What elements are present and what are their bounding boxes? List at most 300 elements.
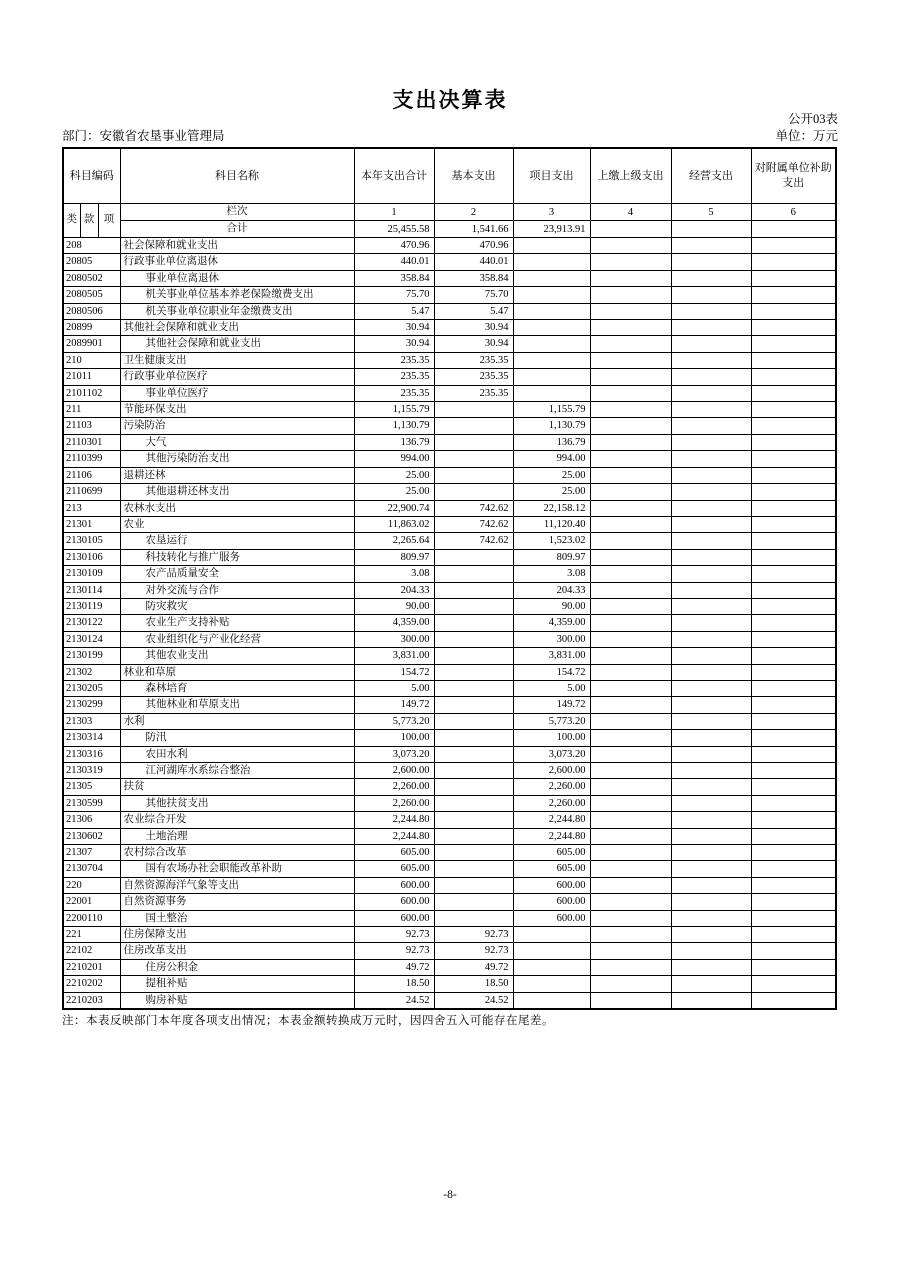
amount-cell [671,927,751,943]
amount-cell [671,566,751,582]
amount-cell: 3,831.00 [354,648,434,664]
subject-name-cell: 农林水支出 [120,500,354,516]
subject-code-cell: 2110301 [63,434,120,450]
amount-cell [751,270,836,286]
header-row-index [63,204,836,221]
amount-cell: 994.00 [354,451,434,467]
amount-cell [590,943,671,959]
amount-cell [751,500,836,516]
amount-cell [434,845,513,861]
subject-name-cell: 国有农场办社会职能改革补助 [120,861,354,877]
amount-cell [513,976,590,992]
subject-code-cell: 21106 [63,467,120,483]
subject-name-cell: 住房改革支出 [120,943,354,959]
amount-cell: 49.72 [354,959,434,975]
amount-cell [751,730,836,746]
amount-cell [434,713,513,729]
amount-cell [590,598,671,614]
amount-cell [513,238,590,254]
amount-cell: 235.35 [354,352,434,368]
subject-name-cell: 农产品质量安全 [120,566,354,582]
amount-cell: 358.84 [354,270,434,286]
amount-cell [590,959,671,975]
subject-code-cell: 2130106 [63,549,120,565]
amount-cell: 5.00 [354,680,434,696]
table-row [63,746,836,762]
table-row [63,566,836,582]
amount-cell: 605.00 [513,845,590,861]
subject-code-cell: 2130205 [63,680,120,696]
amount-cell: 1,130.79 [513,418,590,434]
amount-cell [751,795,836,811]
amount-cell [590,352,671,368]
amount-cell [434,812,513,828]
amount-cell: 2,260.00 [354,795,434,811]
amount-cell: 24.52 [354,992,434,1009]
subject-name-cell: 林业和草原 [120,664,354,680]
amount-cell [671,287,751,303]
table-row [63,418,836,434]
amount-cell [671,992,751,1009]
column-index: 2 [434,204,513,221]
header-row-total [63,221,836,238]
table-note: 注：本表反映部门本年度各项支出情况；本表金额转换成万元时，因四舍五入可能存在尾差。 [62,1015,554,1027]
amount-cell [434,418,513,434]
table-row [63,385,836,401]
amount-cell [513,303,590,319]
subject-name-cell: 自然资源海洋气象等支出 [120,877,354,893]
amount-cell [751,434,836,450]
amount-cell: 2,244.80 [354,828,434,844]
table-row [63,795,836,811]
amount-cell: 25.00 [354,484,434,500]
amount-cell [671,369,751,385]
table-row [63,402,836,418]
subject-name-cell: 农业组织化与产业化经营 [120,631,354,647]
amount-cell [751,697,836,713]
amount-cell [751,631,836,647]
amount-cell [671,812,751,828]
amount-cell [590,336,671,352]
amount-cell [751,959,836,975]
amount-cell [751,467,836,483]
amount-cell: 235.35 [434,369,513,385]
amount-cell [671,238,751,254]
amount-cell: 1,155.79 [513,402,590,418]
amount-cell [590,713,671,729]
amount-cell [751,648,836,664]
subject-code-cell: 2130199 [63,648,120,664]
table-row [63,779,836,795]
amount-cell [671,500,751,516]
amount-cell: 154.72 [513,664,590,680]
amount-cell [671,959,751,975]
amount-cell [751,943,836,959]
amount-cell [751,533,836,549]
subject-code-cell: 2110399 [63,451,120,467]
col-header-basic: 基本支出 [434,148,513,204]
amount-cell: 3.08 [354,566,434,582]
amount-cell: 600.00 [354,894,434,910]
amount-cell [751,582,836,598]
amount-cell [671,697,751,713]
column-index: 3 [513,204,590,221]
amount-cell: 300.00 [354,631,434,647]
subject-name-cell: 防灾救灾 [120,598,354,614]
amount-cell: 235.35 [434,385,513,401]
amount-cell [434,730,513,746]
expenditure-table [62,147,837,1010]
amount-cell: 204.33 [354,582,434,598]
amount-cell [671,484,751,500]
table-code-label: 公开03表 [787,112,838,126]
table-row [63,336,836,352]
amount-cell [751,812,836,828]
table-row [63,516,836,532]
amount-cell [590,746,671,762]
table-row [63,254,836,270]
subject-name-cell: 机关事业单位基本养老保险缴费支出 [120,287,354,303]
amount-cell [590,434,671,450]
amount-cell: 600.00 [513,894,590,910]
amount-cell [671,631,751,647]
subject-code-cell: 2200110 [63,910,120,926]
subject-code-cell: 2210203 [63,992,120,1009]
amount-cell: 100.00 [354,730,434,746]
amount-cell [671,434,751,450]
subject-code-cell: 22001 [63,894,120,910]
amount-cell [434,648,513,664]
subject-code-cell: 21303 [63,713,120,729]
amount-cell [751,254,836,270]
amount-cell [751,779,836,795]
amount-cell: 742.62 [434,516,513,532]
column-index: 5 [671,204,751,221]
subject-code-cell: 2130124 [63,631,120,647]
amount-cell [434,779,513,795]
column-index: 6 [751,204,836,221]
amount-cell [513,943,590,959]
department-label: 部门：安徽省农垦事业管理局 [62,129,225,143]
amount-cell [671,828,751,844]
amount-cell [590,648,671,664]
subject-code-cell: 21305 [63,779,120,795]
amount-cell: 2,244.80 [513,828,590,844]
amount-cell [671,516,751,532]
table-row [63,943,836,959]
amount-cell [513,254,590,270]
subject-name-cell: 防汛 [120,730,354,746]
amount-cell [671,402,751,418]
amount-cell: 92.73 [434,927,513,943]
table-row [63,992,836,1009]
subject-code-cell: 2080505 [63,287,120,303]
amount-cell [434,746,513,762]
amount-cell: 2,260.00 [513,795,590,811]
sub-col-section: 款 [80,204,98,238]
amount-cell [751,516,836,532]
amount-cell [590,631,671,647]
amount-cell [590,582,671,598]
amount-cell [590,320,671,336]
table-row [63,861,836,877]
table-row [63,615,836,631]
subject-code-cell: 208 [63,238,120,254]
table-row [63,976,836,992]
amount-cell [671,648,751,664]
subject-name-cell: 机关事业单位职业年金缴费支出 [120,303,354,319]
amount-cell: 1,155.79 [354,402,434,418]
amount-cell [434,631,513,647]
amount-cell [671,910,751,926]
amount-cell [590,402,671,418]
subject-code-cell: 2089901 [63,336,120,352]
amount-cell [590,303,671,319]
table-header [63,148,836,238]
amount-cell: 22,900.74 [354,500,434,516]
amount-cell [671,845,751,861]
subject-name-cell: 卫生健康支出 [120,352,354,368]
subject-name-cell: 自然资源事务 [120,894,354,910]
subject-name-cell: 社会保障和就业支出 [120,238,354,254]
amount-cell [590,861,671,877]
amount-cell [751,894,836,910]
subject-code-cell: 2080502 [63,270,120,286]
amount-cell [590,828,671,844]
amount-cell [751,418,836,434]
subject-code-cell: 20899 [63,320,120,336]
amount-cell [671,664,751,680]
amount-cell [671,270,751,286]
amount-cell: 440.01 [354,254,434,270]
amount-cell [751,385,836,401]
col-header-upward: 上缴上级支出 [590,148,671,204]
subject-name-cell: 购房补贴 [120,992,354,1009]
table-row [63,959,836,975]
amount-cell [671,861,751,877]
amount-cell [590,730,671,746]
amount-cell: 136.79 [513,434,590,450]
table-row [63,648,836,664]
table-row [63,434,836,450]
table-row [63,713,836,729]
amount-cell [751,861,836,877]
subject-code-cell: 2210202 [63,976,120,992]
amount-cell [751,352,836,368]
amount-cell [751,680,836,696]
amount-cell: 100.00 [513,730,590,746]
subject-code-cell: 2130105 [63,533,120,549]
table-row [63,877,836,893]
table-row [63,680,836,696]
subject-name-cell: 事业单位离退休 [120,270,354,286]
amount-cell: 25.00 [354,467,434,483]
amount-cell [434,451,513,467]
table-row [63,598,836,614]
amount-cell: 600.00 [513,910,590,926]
amount-cell [751,549,836,565]
table-row [63,451,836,467]
amount-cell [590,270,671,286]
amount-cell [434,434,513,450]
amount-cell: 18.50 [434,976,513,992]
amount-cell [751,320,836,336]
amount-cell: 235.35 [354,385,434,401]
table-row [63,582,836,598]
amount-cell: 92.73 [354,943,434,959]
amount-cell [751,336,836,352]
amount-cell: 49.72 [434,959,513,975]
subject-code-cell: 21301 [63,516,120,532]
amount-cell [751,287,836,303]
subject-name-cell: 土地治理 [120,828,354,844]
subject-code-cell: 22102 [63,943,120,959]
amount-cell: 5.47 [434,303,513,319]
amount-cell [751,451,836,467]
amount-cell: 5.47 [354,303,434,319]
amount-cell: 235.35 [434,352,513,368]
amount-cell: 30.94 [434,336,513,352]
subject-name-cell: 住房保障支出 [120,927,354,943]
amount-cell: 25.00 [513,467,590,483]
table-body [63,238,836,1010]
amount-cell [671,779,751,795]
meta-row [62,126,838,144]
amount-cell [671,615,751,631]
header-row-main [63,148,836,204]
amount-cell [671,418,751,434]
amount-cell: 600.00 [354,910,434,926]
amount-cell [751,484,836,500]
amount-cell: 154.72 [354,664,434,680]
amount-cell [513,959,590,975]
amount-cell [671,467,751,483]
subject-code-cell: 2110699 [63,484,120,500]
col-header-project: 项目支出 [513,148,590,204]
table-row [63,369,836,385]
amount-cell [751,303,836,319]
subject-name-cell: 行政事业单位医疗 [120,369,354,385]
amount-cell: 2,600.00 [513,763,590,779]
amount-cell [434,680,513,696]
amount-cell [590,763,671,779]
subject-name-cell: 对外交流与合作 [120,582,354,598]
subject-code-cell: 2080506 [63,303,120,319]
amount-cell: 2,265.64 [354,533,434,549]
subject-code-cell: 2130299 [63,697,120,713]
amount-cell [671,877,751,893]
table-row [63,500,836,516]
amount-cell [434,582,513,598]
amount-cell: 75.70 [354,287,434,303]
amount-cell [434,763,513,779]
total-amount-cell: 1,541.66 [434,221,513,238]
amount-cell [590,451,671,467]
amount-cell [513,385,590,401]
subject-name-cell: 农垦运行 [120,533,354,549]
subject-code-cell: 221 [63,927,120,943]
amount-cell [671,730,751,746]
amount-cell [751,713,836,729]
amount-cell [590,516,671,532]
amount-cell [513,369,590,385]
amount-cell [671,451,751,467]
subject-code-cell: 20805 [63,254,120,270]
amount-cell [590,697,671,713]
total-amount-cell [671,221,751,238]
amount-cell [590,533,671,549]
table-row [63,894,836,910]
subject-code-cell: 2130114 [63,582,120,598]
amount-cell: 149.72 [354,697,434,713]
amount-cell [590,467,671,483]
amount-cell [671,943,751,959]
col-header-operating: 经营支出 [671,148,751,204]
amount-cell: 1,523.02 [513,533,590,549]
subject-name-header: 科目名称 [120,148,354,204]
subject-name-cell: 其他扶贫支出 [120,795,354,811]
table-row [63,812,836,828]
amount-cell [590,484,671,500]
subject-code-cell: 21306 [63,812,120,828]
amount-cell [590,500,671,516]
amount-cell: 92.73 [354,927,434,943]
unit-label: 单位：万元 [775,129,838,143]
amount-cell [671,549,751,565]
amount-cell [590,566,671,582]
table-row [63,270,836,286]
page-number: -8- [443,1189,457,1201]
amount-cell [671,680,751,696]
amount-cell [590,664,671,680]
subject-name-cell: 其他退耕还林支出 [120,484,354,500]
amount-cell [513,287,590,303]
amount-cell [671,976,751,992]
amount-cell [590,845,671,861]
table-row [63,533,836,549]
amount-cell [751,992,836,1009]
amount-cell: 136.79 [354,434,434,450]
amount-cell: 30.94 [354,336,434,352]
amount-cell [590,795,671,811]
amount-cell [434,467,513,483]
amount-cell [434,894,513,910]
subject-code-cell: 2101102 [63,385,120,401]
table-row [63,730,836,746]
amount-cell: 300.00 [513,631,590,647]
amount-cell: 470.96 [354,238,434,254]
amount-cell [434,664,513,680]
subject-name-cell: 江河湖库水系综合整治 [120,763,354,779]
amount-cell: 3,073.20 [354,746,434,762]
amount-cell [671,713,751,729]
amount-cell [434,402,513,418]
amount-cell [751,615,836,631]
col-header-total-this-year: 本年支出合计 [354,148,434,204]
subject-code-cell: 21011 [63,369,120,385]
amount-cell: 22,158.12 [513,500,590,516]
amount-cell [751,402,836,418]
sub-col-class: 类 [63,204,80,238]
subject-name-cell: 国土整治 [120,910,354,926]
page-title: 支出决算表 [392,89,508,112]
amount-cell: 600.00 [513,877,590,893]
amount-cell [513,992,590,1009]
amount-cell: 5,773.20 [513,713,590,729]
amount-cell: 204.33 [513,582,590,598]
subject-code-cell: 2130602 [63,828,120,844]
amount-cell: 1,130.79 [354,418,434,434]
